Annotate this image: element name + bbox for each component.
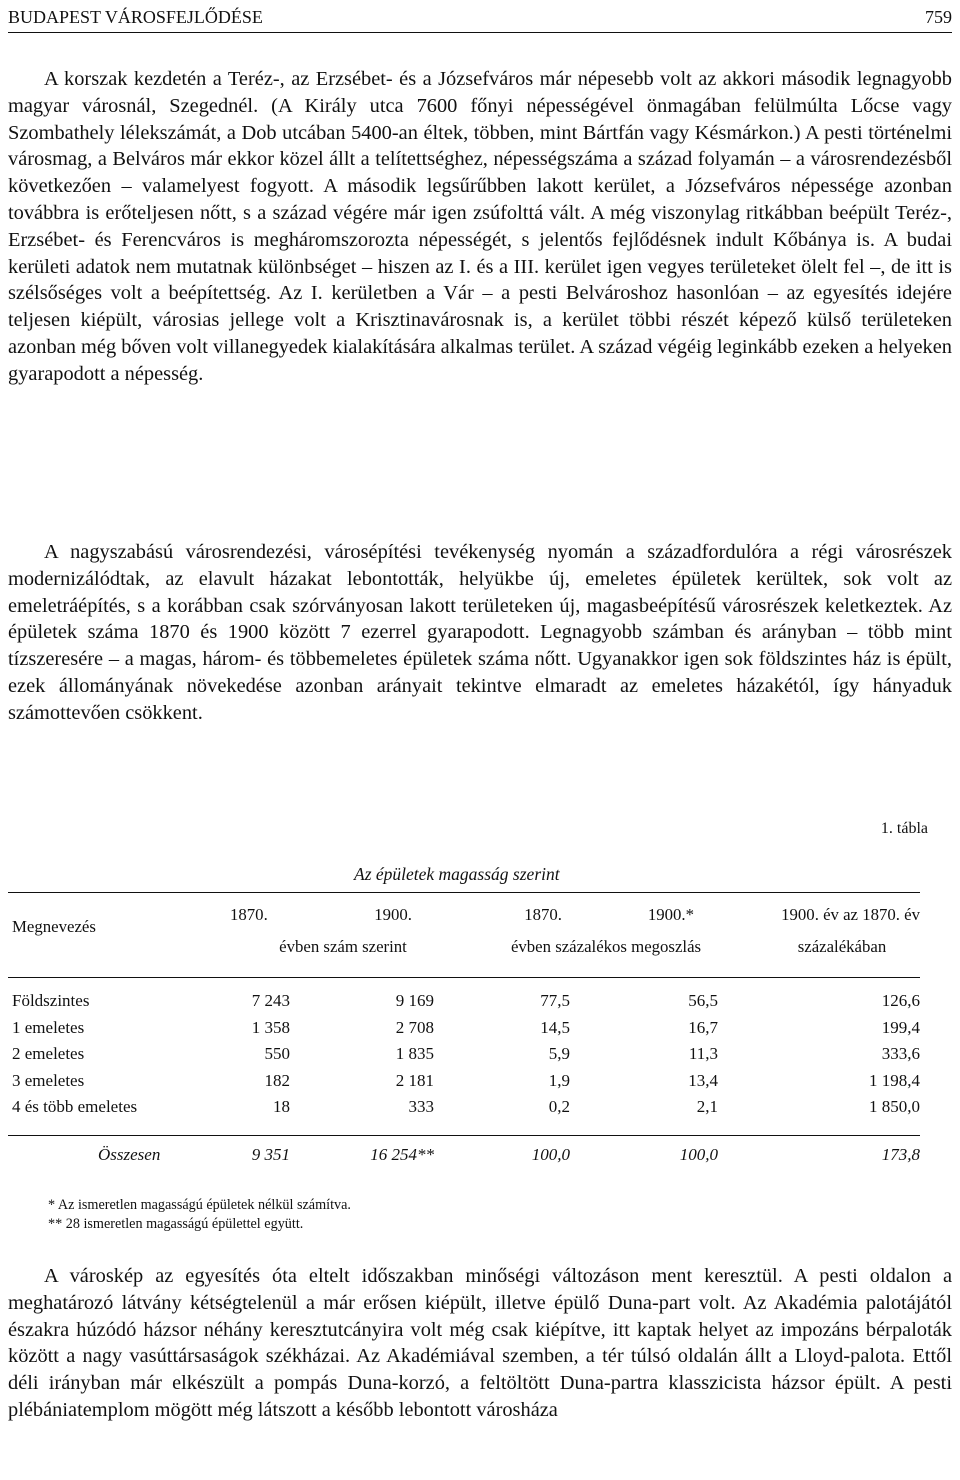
table-footnotes bbox=[48, 1196, 351, 1234]
cell: 333 bbox=[408, 1097, 434, 1117]
footnote: * Az ismeretlen magasságú épületek nélkül számítva. bbox=[48, 1197, 351, 1213]
cell: 16 254** bbox=[370, 1144, 434, 1164]
cell: 1 835 bbox=[395, 1044, 434, 1064]
cell: 550 bbox=[264, 1044, 290, 1064]
cell: 199,4 bbox=[881, 1017, 920, 1037]
cell: 14,5 bbox=[540, 1017, 570, 1037]
cell: 100,0 bbox=[679, 1144, 718, 1164]
paragraph-2: A nagyszabású városrendezési, városépítési tevékenység nyomán a századfordulóra a régi városrészek modernizálódtak, az elavult házakat lebontották, helyükbe új, emeletes épületek kerültek, sok volt az emeletráépítés, s a korábban csak szórványosan lakott területeken új, magasbeépítésű városrészek keletkeztek. Az épületek száma 1870 és 1900 között 7 ezerrel gyarapodott. Legnagyobb számban és arányban – több mint tízszeresére – a magas, három- és többemeletes épületek száma nőtt. Ugyanakkor igen sok földszintes ház is épült, ezek állományának növekedése azonban arányait tekintve elmaradt az emeletes házakétól, így hányaduk számottevően csökkent. bbox=[8, 541, 952, 724]
table-header-row bbox=[8, 893, 920, 938]
paragraph-3: A városkép az egyesítés óta eltelt időszakban minőségi változáson ment keresztül. A pesti oldalon a meghatározó látvány kétségtelenül a már erősen kiépült, illetve épülő Duna-part volt. Az Akadémia palotájától északra húzódó házsor néhány keresztutcányira volt még csak kiépítve, itt kaptak helyet az impozáns bérpaloták között a nagy vasúttársaságok székházai. Az Akadémiával szemben, a tér túlsó oldalán állt a Lloyd-palota. Ettől déli irányban már elkészült a pompás Duna-korzó, a feltöltött Duna-partra klasszicista házsor épült. A pesti plébániatemplom mögött még látszott a később lebontott városháza bbox=[8, 1265, 952, 1421]
cell: 100,0 bbox=[531, 1144, 570, 1164]
group-header-percent: évben százalékos megoszlás bbox=[510, 937, 702, 956]
cell: 182 bbox=[264, 1070, 290, 1090]
group-header-ratio: százalékában bbox=[797, 937, 887, 956]
header-title: BUDAPEST VÁROSFEJLŐDÉSE bbox=[8, 7, 263, 27]
table-total-row bbox=[8, 1135, 920, 1174]
cell: 0,2 bbox=[548, 1097, 570, 1117]
cell: 173,8 bbox=[881, 1144, 920, 1164]
cell: 9 351 bbox=[251, 1144, 290, 1164]
cell: 13,4 bbox=[688, 1070, 718, 1090]
table-title: Az épületek magasság szerint bbox=[354, 864, 560, 884]
cell: 1 198,4 bbox=[869, 1070, 920, 1090]
cell: 1,9 bbox=[548, 1070, 570, 1090]
year-header: 1900.* bbox=[580, 893, 728, 938]
table-row bbox=[8, 1094, 920, 1121]
table-row bbox=[8, 1041, 920, 1068]
row-label: 1 emeletes bbox=[12, 1017, 85, 1037]
table-row bbox=[8, 988, 920, 1015]
table-row bbox=[8, 1068, 920, 1095]
cell: 7 243 bbox=[251, 991, 290, 1011]
page-number: 759 bbox=[925, 7, 952, 27]
cell: 2,1 bbox=[696, 1097, 718, 1117]
cell: 1 850,0 bbox=[869, 1097, 920, 1117]
ratio-header: 1900. év az 1870. év bbox=[728, 893, 920, 938]
row-label: Földszintes bbox=[12, 991, 90, 1011]
footnote: ** 28 ismeretlen magasságú épülettel együtt. bbox=[48, 1216, 304, 1232]
cell: 2 708 bbox=[395, 1017, 434, 1037]
year-header: 1870. bbox=[444, 893, 580, 938]
row-header-cell: Megnevezés bbox=[8, 893, 194, 962]
cell: 16,7 bbox=[688, 1017, 718, 1037]
cell: 1 358 bbox=[251, 1017, 290, 1037]
cell: 333,6 bbox=[881, 1044, 920, 1064]
buildings-table bbox=[8, 892, 920, 1174]
cell: 77,5 bbox=[540, 991, 570, 1011]
cell: 9 169 bbox=[395, 991, 434, 1011]
table-number: 1. tábla bbox=[880, 820, 928, 837]
cell: 5,9 bbox=[548, 1044, 570, 1064]
year-header: 1870. bbox=[194, 893, 300, 938]
total-label: Összesen bbox=[98, 1144, 161, 1164]
cell: 56,5 bbox=[688, 991, 718, 1011]
running-header bbox=[8, 2, 952, 33]
paragraph-1: A korszak kezdetén a Teréz-, az Erzsébet- és a Józsefváros már népesebb volt az akkori második legnagyobb magyar városnál, Szegednél. (A Király utca 7600 főnyi népességével önmagában felülmúlta Lőcse vagy Szombathely lélekszámát, a Dob utcában 5400-an éltek, többen, mint Bártfán vagy Késmárkon.) A pesti történelmi városmag, a Belváros már ekkor közel állt a telítettséghez, népességszáma a század folyamán – a városrendezésből következően – valamelyest fogyott. A második legsűrűbben lakott kerület, a Józsefváros népessége azonban továbbra is erőteljesen nőtt, s a század végére már igen zsúfolttá vált. A még viszonylag ritkábban beépült Teréz-, Erzsébet- és Ferencváros is megháromszorozta népességét, s jelentős fejlődésnek indult Kőbánya is. A budai kerületi adatok nem mutatnak különbséget – hiszen az I. és a III. kerület igen vegyes területeket ölelt fel –, de itt is szélsőséges volt a beépítettség. Az I. kerületben a Vár – a pesti Belvároshoz hasonlóan – az egyesítés idejére teljesen kiépült, városias jellege volt a Krisztinavárosnak is, a kerület többi részét képező külső területeken azonban még bőven volt villanegyedek kialakítására alkalmas terület. A század végéig leginkább ezeken a helyeken gyarapodott a népesség. bbox=[8, 68, 952, 385]
year-header: 1900. bbox=[300, 893, 444, 938]
table-row bbox=[8, 1015, 920, 1042]
cell: 11,3 bbox=[688, 1044, 718, 1064]
cell: 126,6 bbox=[881, 991, 920, 1011]
cell: 18 bbox=[273, 1097, 290, 1117]
row-label: 4 és több emeletes bbox=[12, 1097, 138, 1117]
group-header-count: évben szám szerint bbox=[279, 937, 407, 956]
row-label: 2 emeletes bbox=[12, 1044, 85, 1064]
cell: 2 181 bbox=[395, 1070, 434, 1090]
row-label: 3 emeletes bbox=[12, 1070, 85, 1090]
